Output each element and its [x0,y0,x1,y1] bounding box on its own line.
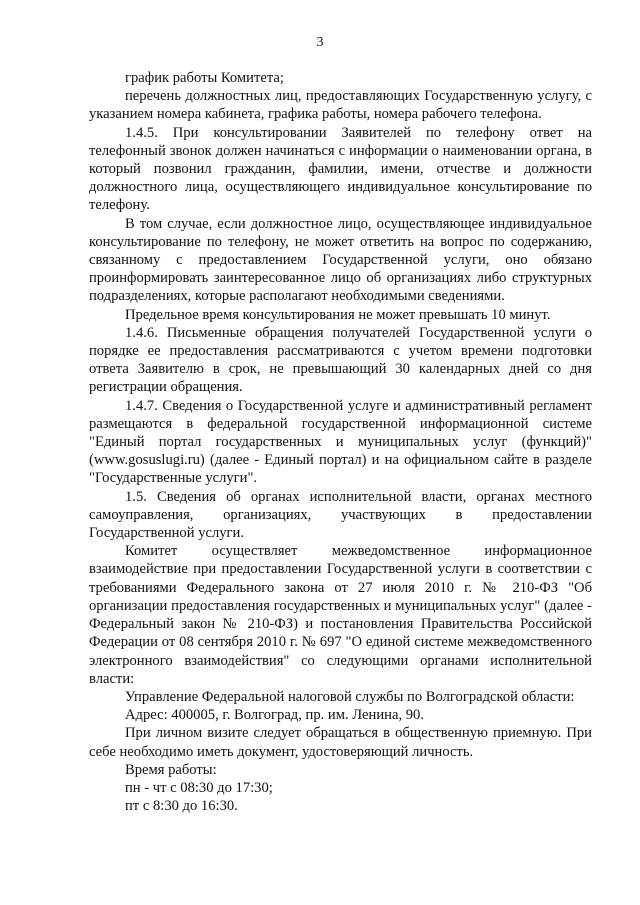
paragraph-personal-visit: При личном визите следует обращаться в общественную приемную. При себе необходимо иметь документ, удостоверяющий личность. [89,725,592,760]
paragraph-working-hours-title: Время работы: [125,761,217,778]
paragraph-1-5: 1.5. Сведения об органах исполнительной власти, органах местного самоуправления, организациях, участвующих в предоставлении Государственной услуги. [89,488,592,542]
paragraph-phone-consultation-case: В том случае, если должностное лицо, осуществляющее индивидуальное консультирование по телефону, не может ответить на вопрос по содержанию, связанному с предоставлением Государственной услуги, оно обязано проинформировать заинтересованное лицо об организациях либо структурных подразделениях, которые располагают необходимыми сведениями. [89,215,592,305]
paragraph-address: Адрес: 400005, г. Волгоград, пр. им. Ленина, 90. [125,707,424,724]
paragraph-tax-service: Управление Федеральной налоговой службы по Волгоградской области: [125,688,575,705]
document-body [89,69,592,815]
paragraph-officials-list: перечень должностных лиц, предоставляющих Государственную услугу, с указанием номера кабинета, графика работы, номера рабочего телефона. [89,88,592,123]
paragraph-1-4-7: 1.4.7. Сведения о Государственной услуге и административный регламент размещаются в федеральной государственной информационной системе "Единый портал государственных и муниципальных услуг (функций)" (www.gosuslugi.ru) (далее - Единый портал) и на официальном сайте в разделе "Государственные услуги". [89,397,592,487]
paragraph-1-4-6: 1.4.6. Письменные обращения получателей Государственной услуги о порядке ее предоставления рассматриваются с учетом времени подготовки ответа Заявителю в срок, не превышающий 30 календарных дней со дня регистрации обращения. [89,324,592,396]
paragraph-consultation-time-limit: Предельное время консультирования не может превышать 10 минут. [125,306,551,323]
paragraph-schedule-committee: график работы Комитета; [125,70,284,86]
paragraph-hours-mon-thu: пн - чт с 08:30 до 17:30; [125,779,273,796]
paragraph-hours-fri: пт с 8:30 до 16:30. [125,798,238,815]
paragraph-1-4-5: 1.4.5. При консультировании Заявителей по телефону ответ на телефонный звонок должен начинаться с информации о наименовании органа, в который позвонил гражданин, фамилии, имени, отчестве и должности должностного лица, осуществляющего индивидуальное консультирование по телефону. [89,124,592,214]
paragraph-interagency-cooperation: Комитет осуществляет межведомственное информационное взаимодействие при предоставлении Государственной услуги в соответствии с требованиями Федерального закона от 27 июля 2010 г. № 210-ФЗ "Об организации предоставления государственных и муниципальных услуг" (далее - Федеральный закон № 210-ФЗ) и постановления Правительства Российской Федерации от 08 сентября 2010 г. № 697 "О единой системе межведомственного электронного взаимодействия" со следующими органами исполнительной власти: [89,543,592,687]
page-number: 3 [316,35,324,50]
